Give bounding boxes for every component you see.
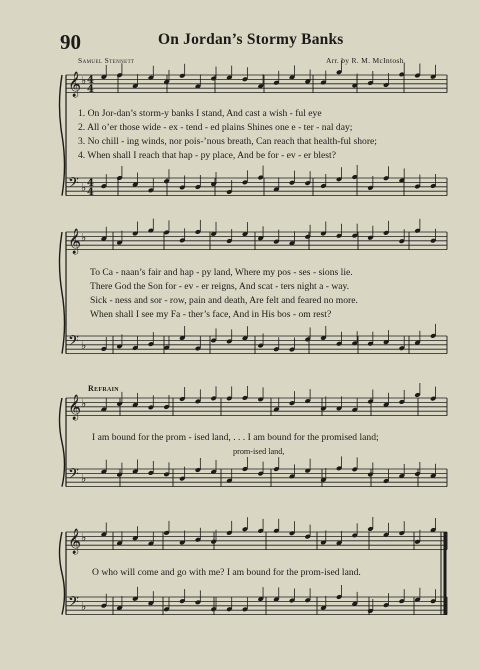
flat-sign: ♭ — [81, 531, 87, 544]
hymn-title: On Jordan’s Stormy Banks — [158, 31, 344, 48]
verse-1-line-2: To Ca - naan’s fair and hap - py land, Where my pos - ses - sions lie. — [90, 267, 353, 278]
arranger-credit: Arr. by R. M. McIntosh — [326, 56, 404, 65]
bass-clef: 𝄢 — [68, 594, 79, 614]
flat-sign: ♭ — [81, 74, 87, 87]
flat-sign: ♭ — [81, 397, 87, 410]
bass-clef: 𝄢 — [68, 333, 79, 353]
verse-4-line-2: When shall I see my Fa - ther’s face, And in His bos - om rest? — [90, 309, 332, 320]
refrain-line-2: O who will come and go with me? I am bound for the prom-ised land. — [92, 567, 361, 578]
author-credit: Samuel Stennett — [78, 56, 135, 65]
time-signature: 4 — [87, 187, 94, 198]
brace — [60, 532, 65, 615]
brace — [60, 75, 65, 196]
flat-sign: ♭ — [81, 600, 87, 613]
time-signature: 4 — [87, 75, 94, 86]
treble-clef: 𝄞 — [68, 395, 82, 420]
verse-3-line-2: Sick - ness and sor - row, pain and death, Are felt and feared no more. — [90, 295, 358, 306]
verse-3-line-1: 3. No chill - ing winds, nor pois-’nous breath, Can reach that health-ful shore; — [78, 136, 377, 147]
refrain-label: Refrain — [88, 384, 119, 393]
verse-2-line-2: There God the Son for - ev - er reigns, And scat - ters night a - way. — [90, 281, 350, 292]
treble-clef: 𝄞 — [68, 72, 82, 97]
verse-2-line-1: 2. All o’er those wide - ex - tend - ed plains Shines one e - ter - nal day; — [78, 122, 353, 133]
time-signature: 4 — [87, 178, 94, 189]
flat-sign: ♭ — [81, 339, 87, 352]
brace — [60, 232, 65, 354]
refrain-cue-text: prom-ised land, — [233, 447, 285, 456]
verse-4-line-1: 4. When shall I reach that hap - py place, And be for - ev - er blest? — [78, 150, 336, 161]
brace — [60, 398, 65, 487]
treble-clef: 𝄞 — [68, 529, 82, 554]
flat-sign: ♭ — [81, 231, 87, 244]
verse-1-line-1: 1. On Jor-dan’s storm-y banks I stand, And cast a wish - ful eye — [78, 108, 322, 119]
refrain-line-1: I am bound for the prom - ised land, . . . I am bound for the promised land; — [92, 432, 379, 443]
hymn-number: 90 — [60, 30, 81, 54]
time-signature: 4 — [87, 84, 94, 95]
treble-clef: 𝄞 — [68, 229, 82, 254]
bass-clef: 𝄢 — [68, 466, 79, 486]
flat-sign: ♭ — [81, 181, 87, 194]
bass-clef: 𝄢 — [68, 175, 79, 195]
flat-sign: ♭ — [81, 472, 87, 485]
